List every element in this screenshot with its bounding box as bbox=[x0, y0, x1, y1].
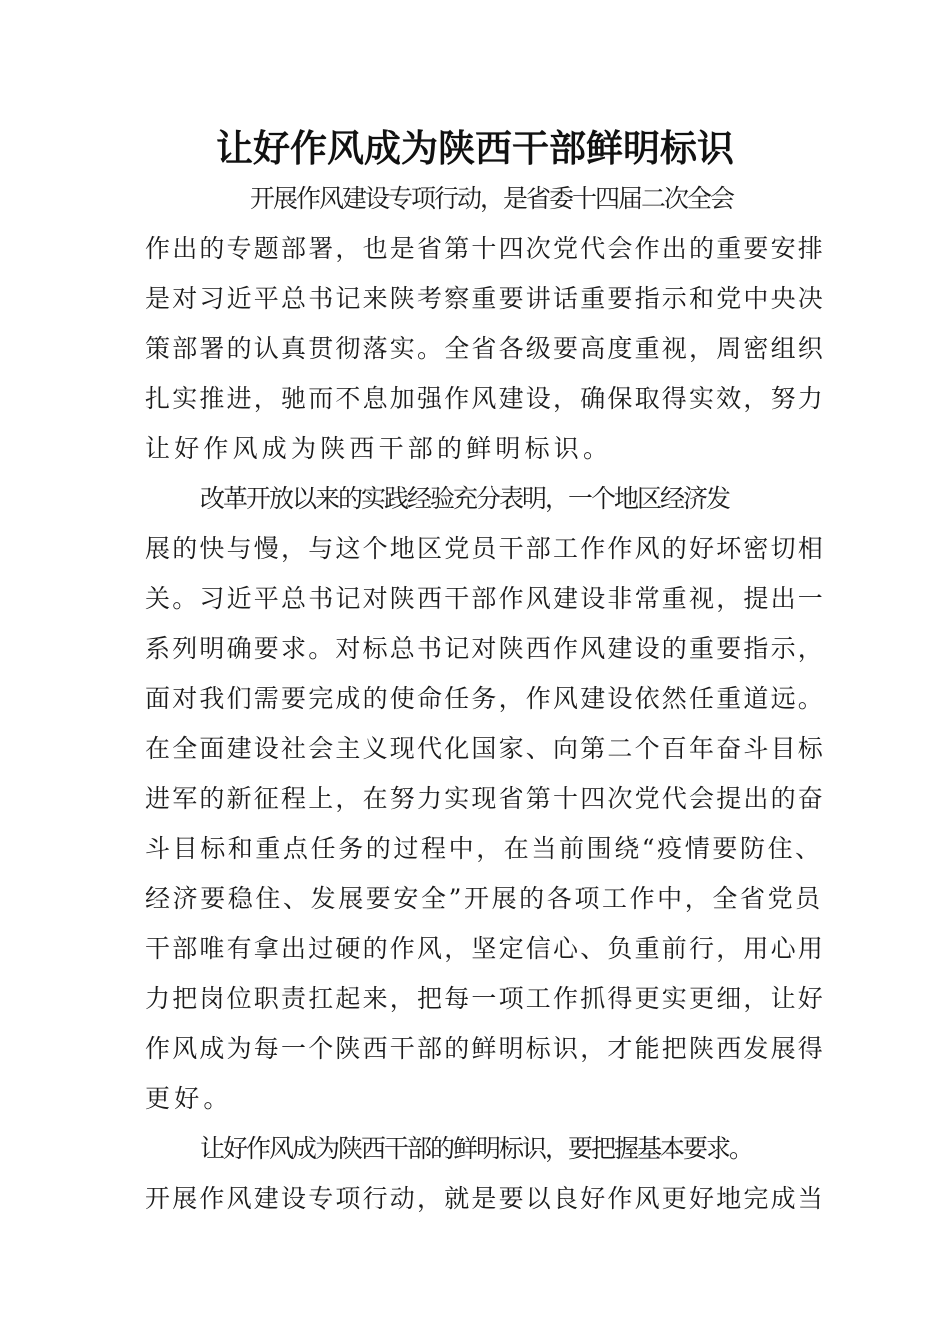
paragraph-line: 让好作风成为陕西干部的鲜明标识。 bbox=[145, 434, 613, 463]
paragraph-line: 斗目标和重点任务的过程中，在当前围绕“疫情要防住、 bbox=[145, 834, 823, 863]
paragraph-line: 面对我们需要完成的使命任务，作风建设依然任重道远。 bbox=[145, 684, 826, 713]
paragraph-line: 系列明确要求。对标总书记对陕西作风建设的重要指示， bbox=[145, 634, 826, 663]
paragraph-line: 作风成为每一个陕西干部的鲜明标识，才能把陕西发展得 bbox=[145, 1034, 826, 1063]
paragraph-line: 让好作风成为陕西干部的鲜明标识，要把握基本要求。 bbox=[200, 1134, 753, 1163]
paragraph-line: 策部署的认真贯彻落实。全省各级要高度重视，周密组织 bbox=[145, 334, 826, 363]
paragraph-line: 开展作风建设专项行动，是省委十四届二次全会 bbox=[250, 184, 734, 213]
paragraph-line: 更好。 bbox=[145, 1084, 233, 1113]
paragraph-line: 作出的专题部署，也是省第十四次党代会作出的重要安排 bbox=[145, 234, 826, 263]
paragraph-line: 扎实推进，驰而不息加强作风建设，确保取得实效，努力 bbox=[145, 384, 826, 413]
paragraph-line: 力把岗位职责扛起来，把每一项工作抓得更实更细，让好 bbox=[145, 984, 826, 1013]
paragraph-line: 是对习近平总书记来陕考察重要讲话重要指示和党中央决 bbox=[145, 284, 826, 313]
paragraph-line: 展的快与慢，与这个地区党员干部工作作风的好坏密切相 bbox=[145, 534, 826, 563]
paragraph-line: 进军的新征程上，在努力实现省第十四次党代会提出的奋 bbox=[145, 784, 826, 813]
paragraph-line: 改革开放以来的实践经验充分表明，一个地区经济发 bbox=[200, 484, 730, 513]
paragraph-line: 开展作风建设专项行动，就是要以良好作风更好地完成当 bbox=[145, 1184, 826, 1213]
paragraph-line: 经济要稳住、发展要安全”开展的各项工作中，全省党员 bbox=[145, 884, 823, 913]
paragraph-line: 在全面建设社会主义现代化国家、向第二个百年奋斗目标 bbox=[145, 734, 826, 763]
document-title: 让好作风成为陕西干部鲜明标识 bbox=[216, 126, 734, 170]
paragraph-line: 关。习近平总书记对陕西干部作风建设非常重视，提出一 bbox=[145, 584, 826, 613]
paragraph-line: 干部唯有拿出过硬的作风，坚定信心、负重前行，用心用 bbox=[145, 934, 826, 963]
